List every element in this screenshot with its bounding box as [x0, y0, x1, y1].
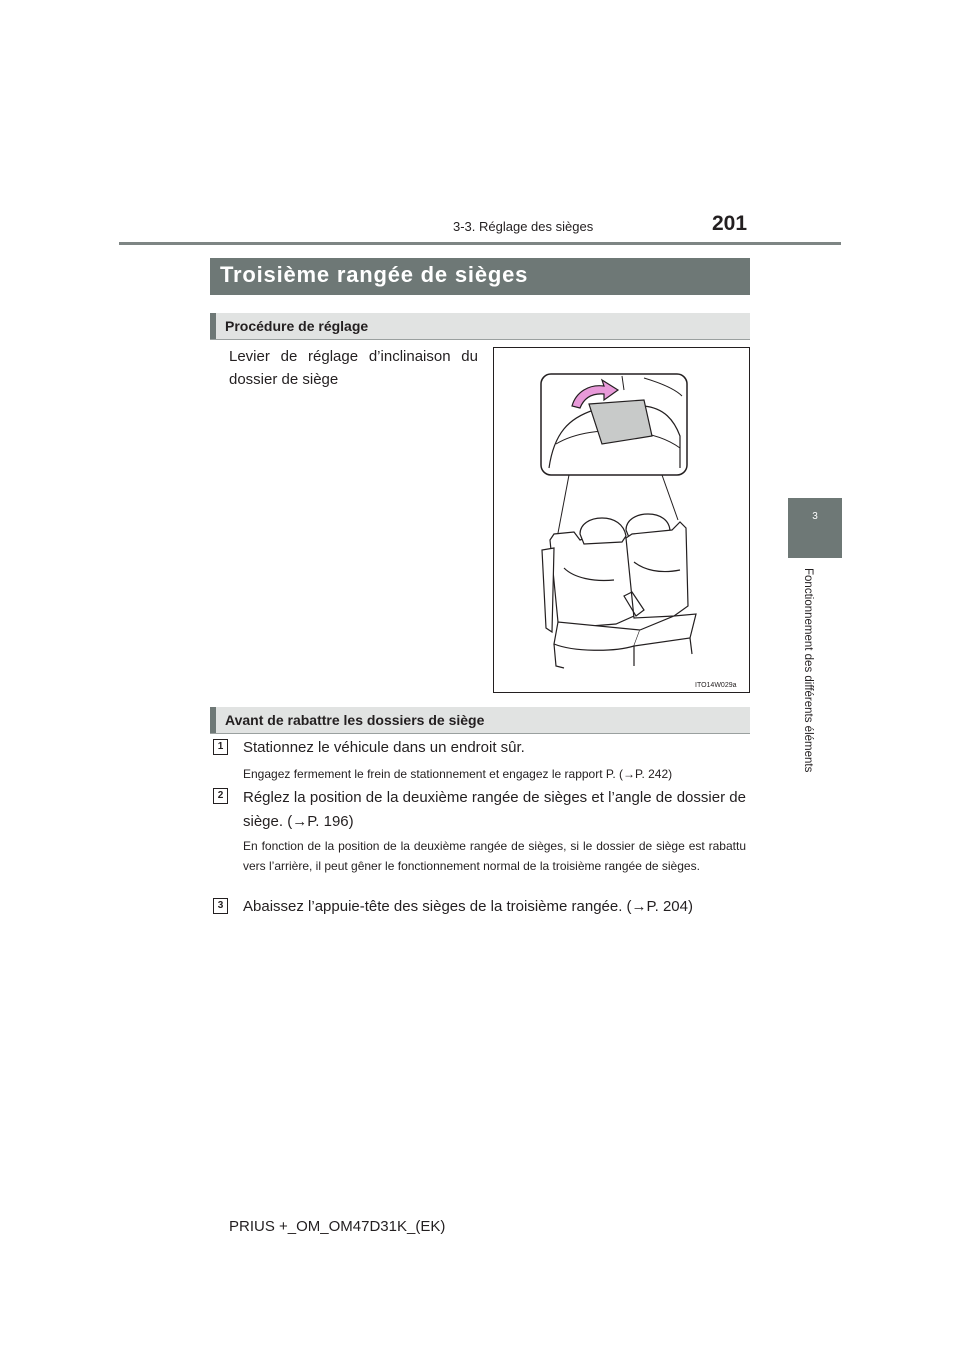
lever-label: Levier de réglage d’inclinaison du dossier de siège	[229, 348, 478, 388]
callout-line-right	[662, 475, 678, 520]
callout-line-left	[558, 475, 569, 533]
section-title: Troisième rangée de sièges	[220, 262, 529, 287]
third-row-seats	[542, 514, 696, 668]
chapter-title: Fonctionnement des différents éléments	[802, 568, 814, 773]
header-section: 3-3. Réglage des sièges	[453, 219, 594, 234]
step-text: Réglez la position de la deuxième rangée de sièges et l’angle de dossier de siège. (→P. 196)	[243, 789, 746, 830]
step-text: Abaissez l’appuie-tête des sièges de la troisième rangée. (→P. 204)	[243, 898, 693, 915]
step-number: 2	[213, 788, 228, 804]
step-note: Engagez fermement le frein de stationnement et engagez le rapport P. (→P. 242)	[243, 767, 673, 781]
before-folding-heading: Avant de rabattre les dossiers de siège	[225, 712, 485, 728]
step-number: 3	[213, 898, 228, 914]
before-folding-heading-accent	[210, 707, 216, 733]
step-note: En fonction de la position de la deuxième rangée de sièges, si le dossier de siège est rabattu vers l’arrière, il peut gêner le fonctionnement normal de la troisième rangée de sièges.	[243, 839, 746, 873]
illustration-code: ITO14W029a	[695, 682, 737, 689]
document-code: PRIUS +_OM_OM47D31K_(EK)	[229, 1218, 446, 1235]
procedure-heading-accent	[210, 313, 216, 339]
header-rule	[119, 242, 841, 245]
procedure-heading: Procédure de réglage	[225, 318, 369, 334]
seat-illustration	[493, 347, 750, 693]
page-number: 201	[712, 212, 748, 235]
chapter-number: 3	[812, 511, 818, 522]
step-text: Stationnez le véhicule dans un endroit sûr.	[243, 739, 525, 756]
seat-drawing	[494, 348, 749, 692]
step-number: 1	[213, 739, 228, 755]
